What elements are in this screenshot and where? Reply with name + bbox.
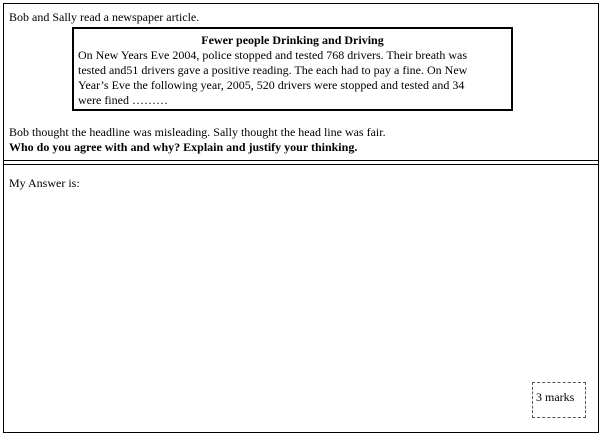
marks-label: 3 marks <box>536 390 575 404</box>
section-divider <box>4 164 598 165</box>
question-section <box>4 4 598 161</box>
article-line: were fined ……… <box>78 93 168 107</box>
article-headline: Fewer people Drinking and Driving <box>201 33 384 47</box>
answer-label: My Answer is: <box>9 176 80 190</box>
question-prompt: Who do you agree with and why? Explain and justify your thinking. <box>9 140 358 154</box>
article-line: tested and51 drivers gave a positive reading. The each had to pay a fine. On New <box>78 63 468 77</box>
question-frame <box>3 3 599 433</box>
newspaper-article-box <box>72 27 513 111</box>
intro-text: Bob and Sally read a newspaper article. <box>9 10 200 24</box>
article-line: Year’s Eve the following year, 2005, 520 drivers were stopped and tested and 34 <box>78 78 465 92</box>
marks-box <box>532 382 586 418</box>
article-line: On New Years Eve 2004, police stopped and tested 768 drivers. Their breath was <box>78 48 468 62</box>
opinion-text: Bob thought the headline was misleading. Sally thought the head line was fair. <box>9 125 386 139</box>
